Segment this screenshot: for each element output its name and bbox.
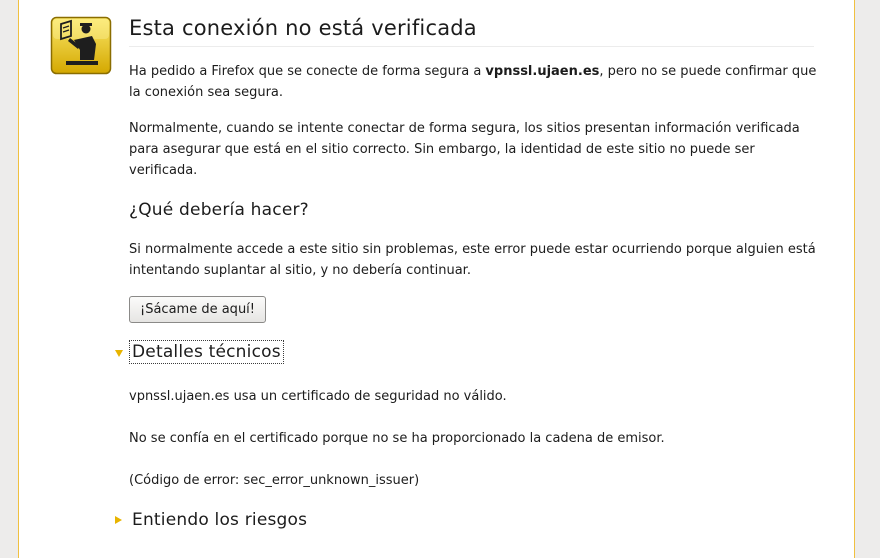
triangle-down-icon [115,350,123,357]
guard-badge-icon [50,16,112,76]
what-to-do-heading: ¿Qué debería hacer? [129,200,309,220]
explanation-text: Normalmente, cuando se intente conectar de forma segura, los sitios presentan información verificada para asegurar que está en el sitio correcto. Sin embargo, la identidad de este sitio no puede ser verificada. [129,121,800,178]
technical-details-toggle[interactable]: Detalles técnicos [129,340,284,364]
error-page [18,0,855,558]
host-name: vpnssl.ujaen.es [485,64,600,79]
page-title: Esta conexión no está verificada [129,16,814,47]
intro-prefix: Ha pedido a Firefox que se conecte de forma segura a [129,64,486,79]
intro-text [129,61,819,103]
triangle-right-icon [115,516,122,524]
get-me-out-button[interactable]: ¡Sácame de aquí! [129,296,266,323]
technical-line-2: No se confía en el certificado porque no se ha proporcionado la cadena de emisor. [129,431,665,446]
understand-risks-toggle[interactable]: Entiendo los riesgos [132,510,308,530]
intro-suffix: , pero no se puede confirmar que la conexión sea segura. [129,64,817,100]
technical-line-1: vpnssl.ujaen.es usa un certificado de seguridad no válido. [129,389,507,404]
what-to-do-text: Si normalmente accede a este sitio sin problemas, este error puede estar ocurriendo porque alguien está intentando suplantar al sitio, y no debería continuar. [129,242,816,278]
technical-line-3: (Código de error: sec_error_unknown_issuer) [129,473,420,488]
